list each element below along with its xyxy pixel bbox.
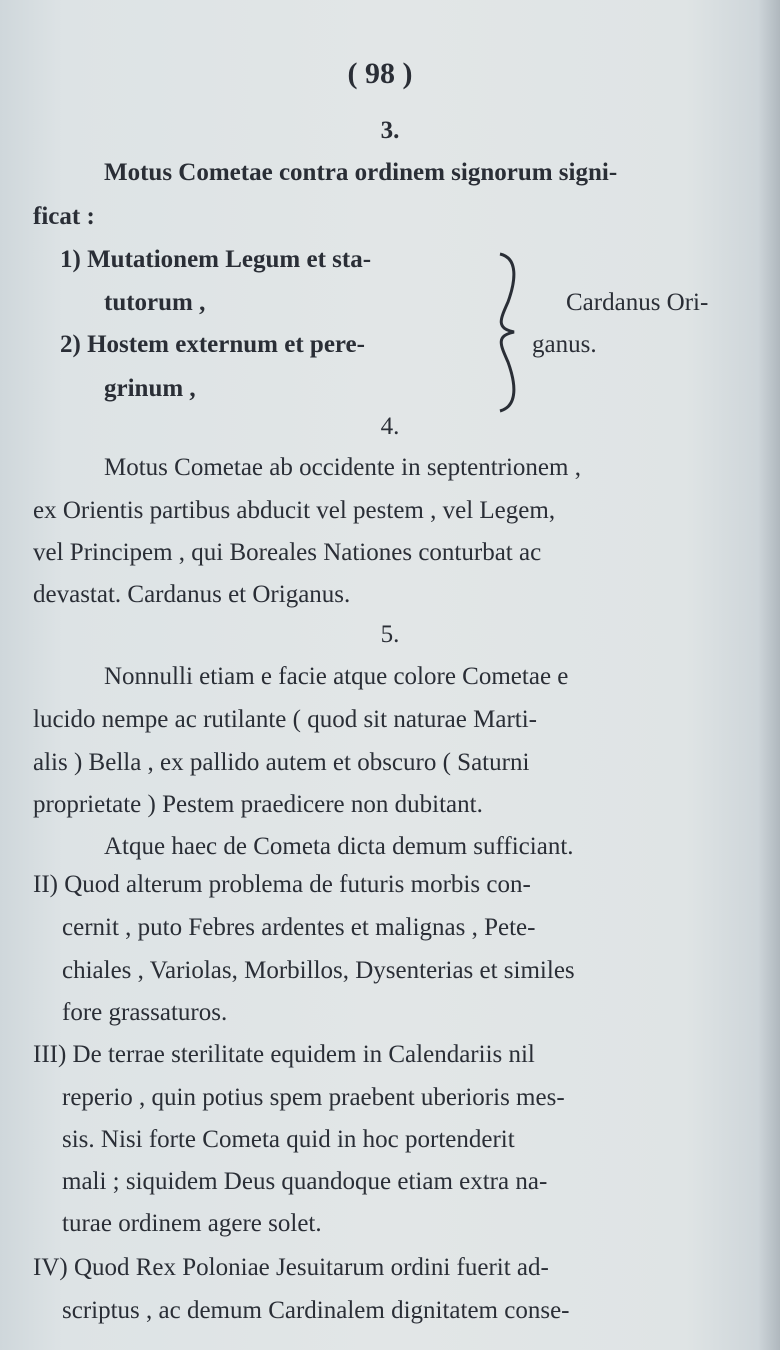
section-3-source-line-1: Cardanus Ori- [566,289,709,316]
section-5-line-3: alis ) Bella , ex pallido autem et obscuro ( Saturni [33,749,530,776]
list-item-1-line-1: 1) Mutationem Legum et sta- [60,246,372,273]
item-III-line-1: III) De terrae sterilitate equidem in Calendariis nil [33,1041,535,1068]
item-III-line-4: mali ; siquidem Deus quandoque etiam extra na- [62,1168,548,1195]
list-item-2-line-2: grinum , [104,375,196,402]
item-II-line-2: cernit , puto Febres ardentes et malignas , Pete- [62,914,536,941]
section-5-number: 5. [380,621,400,648]
curly-brace-icon [490,250,530,415]
item-II-line-1: II) Quod alterum problema de futuris morbis con- [33,871,531,898]
page-number: ( 98 ) [347,57,413,90]
section-4-line-3: vel Principem , qui Boreales Nationes conturbat ac [33,539,542,566]
section-3-intro-line-1: Motus Cometae contra ordinem signorum signi- [104,159,618,186]
item-II-line-4: fore grassaturos. [62,999,228,1026]
item-III-line-5: turae ordinem agere solet. [62,1210,322,1237]
section-3-intro-line-2: ficat : [33,203,95,230]
section-4-line-2: ex Orientis partibus abducit vel pestem , vel Legem, [33,497,556,524]
item-IV-line-1: IV) Quod Rex Poloniae Jesuitarum ordini fuerit ad- [33,1254,549,1281]
list-item-2-line-1: 2) Hostem externum et pere- [60,331,365,358]
section-5-line-2: lucido nempe ac rutilante ( quod sit naturae Marti- [33,706,537,733]
closing-line: Atque haec de Cometa dicta demum sufficiant. [104,833,574,860]
section-4-line-1: Motus Cometae ab occidente in septentrionem , [104,454,581,481]
section-5-line-1: Nonnulli etiam e facie atque colore Cometae e [104,663,569,690]
section-4-number: 4. [380,413,400,440]
section-3-number: 3. [380,117,400,144]
item-II-line-3: chiales , Variolas, Morbillos, Dysenterias et similes [62,957,575,984]
section-4-line-4: devastat. Cardanus et Origanus. [33,581,351,608]
page-edge-shadow [758,0,780,1350]
section-5-line-4: proprietate ) Pestem praedicere non dubitant. [33,791,483,818]
section-3-source-line-2: ganus. [532,331,597,358]
list-item-1-line-2: tutorum , [104,289,206,316]
item-IV-line-2: scriptus , ac demum Cardinalem dignitatem conse- [62,1297,570,1324]
item-III-line-2: reperio , quin potius spem praebent uberioris mes- [62,1084,565,1111]
item-III-line-3: sis. Nisi forte Cometa quid in hoc portenderit [62,1126,515,1153]
